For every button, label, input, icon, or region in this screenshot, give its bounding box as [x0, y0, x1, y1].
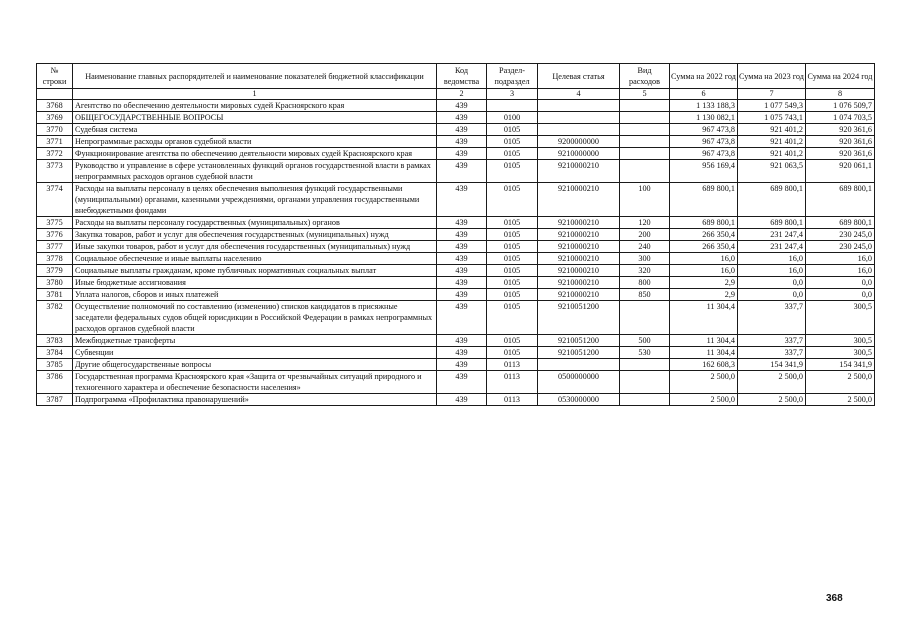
row-name: Агентство по обеспечению деятельности мировых судей Красноярского края	[73, 100, 437, 112]
sum-2022: 162 608,3	[670, 359, 738, 371]
column-number: 6	[670, 89, 738, 100]
sum-2022: 11 304,4	[670, 347, 738, 359]
row-number: 3770	[37, 124, 73, 136]
row-name: Функционирование агентства по обеспечению деятельности мировых судей Красноярского края	[73, 148, 437, 160]
sum-2022: 1 130 082,1	[670, 112, 738, 124]
header-department-code: Код ведомства	[437, 64, 487, 89]
sum-2023: 16,0	[738, 253, 806, 265]
sum-2022: 11 304,4	[670, 301, 738, 335]
sum-2023: 921 401,2	[738, 148, 806, 160]
expense-type	[620, 112, 670, 124]
expense-type	[620, 100, 670, 112]
row-name: Иные бюджетные ассигнования	[73, 277, 437, 289]
row-number: 3777	[37, 241, 73, 253]
department-code: 439	[437, 394, 487, 406]
sum-2022: 266 350,4	[670, 229, 738, 241]
target-article: 9210051200	[538, 347, 620, 359]
expense-type: 300	[620, 253, 670, 265]
column-number: 8	[806, 89, 875, 100]
sum-2022: 16,0	[670, 265, 738, 277]
target-article	[538, 124, 620, 136]
target-article: 0500000000	[538, 371, 620, 394]
row-number: 3783	[37, 335, 73, 347]
department-code: 439	[437, 301, 487, 335]
target-article: 9210000210	[538, 217, 620, 229]
sum-2023: 231 247,4	[738, 241, 806, 253]
table-row	[37, 100, 875, 112]
table-row	[37, 371, 875, 394]
expense-type	[620, 148, 670, 160]
row-name: Другие общегосударственные вопросы	[73, 359, 437, 371]
department-code: 439	[437, 371, 487, 394]
table-row	[37, 394, 875, 406]
page-number: 368	[826, 593, 843, 604]
target-article: 9210000210	[538, 229, 620, 241]
row-number: 3771	[37, 136, 73, 148]
table-row	[37, 217, 875, 229]
table-row	[37, 277, 875, 289]
sum-2024: 920 061,1	[806, 160, 875, 183]
row-name: Осуществление полномочий по составлению (изменению) списков кандидатов в присяжные заседатели федеральных судов общей юрисдикции в Российской Федерации в рамках непрограммных расходов органов судебной власти	[73, 301, 437, 335]
expense-type: 320	[620, 265, 670, 277]
column-number: 3	[487, 89, 538, 100]
table-row	[37, 229, 875, 241]
sum-2024: 2 500,0	[806, 371, 875, 394]
row-number: 3774	[37, 183, 73, 217]
department-code: 439	[437, 124, 487, 136]
section-code: 0105	[487, 217, 538, 229]
row-number: 3772	[37, 148, 73, 160]
header-sum-2023: Сумма на 2023 год	[738, 64, 806, 89]
sum-2022: 967 473,8	[670, 136, 738, 148]
header-expense-type: Вид расходов	[620, 64, 670, 89]
column-number	[37, 89, 73, 100]
sum-2024: 300,5	[806, 335, 875, 347]
department-code: 439	[437, 265, 487, 277]
row-number: 3768	[37, 100, 73, 112]
section-code: 0105	[487, 301, 538, 335]
sum-2022: 2 500,0	[670, 394, 738, 406]
section-code: 0113	[487, 394, 538, 406]
table-row	[37, 359, 875, 371]
row-number: 3782	[37, 301, 73, 335]
sum-2022: 689 800,1	[670, 217, 738, 229]
sum-2024: 300,5	[806, 347, 875, 359]
row-number: 3778	[37, 253, 73, 265]
sum-2024: 689 800,1	[806, 183, 875, 217]
row-number: 3779	[37, 265, 73, 277]
sum-2023: 0,0	[738, 277, 806, 289]
sum-2024: 0,0	[806, 289, 875, 301]
target-article: 9210000000	[538, 148, 620, 160]
section-code: 0105	[487, 124, 538, 136]
department-code: 439	[437, 112, 487, 124]
target-article	[538, 100, 620, 112]
section-code: 0105	[487, 335, 538, 347]
row-name: Социальное обеспечение и иные выплаты населению	[73, 253, 437, 265]
row-name: Расходы на выплаты персоналу в целях обеспечения выполнения функций государственными (муниципальными) органами, казенными учреждениями, органами управления государственными внебюджетными фондами	[73, 183, 437, 217]
row-number: 3784	[37, 347, 73, 359]
sum-2022: 1 133 188,3	[670, 100, 738, 112]
row-name: ОБЩЕГОСУДАРСТВЕННЫЕ ВОПРОСЫ	[73, 112, 437, 124]
sum-2023: 921 401,2	[738, 124, 806, 136]
table-row	[37, 148, 875, 160]
sum-2023: 231 247,4	[738, 229, 806, 241]
section-code: 0105	[487, 277, 538, 289]
expense-type	[620, 371, 670, 394]
header-name: Наименование главных распорядителей и наименование показателей бюджетной классификации	[73, 64, 437, 89]
row-name: Субвенции	[73, 347, 437, 359]
sum-2024: 920 361,6	[806, 148, 875, 160]
header-target-article: Целевая статья	[538, 64, 620, 89]
sum-2022: 956 169,4	[670, 160, 738, 183]
row-number: 3775	[37, 217, 73, 229]
target-article: 9210051200	[538, 335, 620, 347]
row-name: Судебная система	[73, 124, 437, 136]
table-row	[37, 265, 875, 277]
expense-type: 500	[620, 335, 670, 347]
sum-2023: 337,7	[738, 301, 806, 335]
column-number: 2	[437, 89, 487, 100]
header-row	[37, 64, 875, 89]
sum-2022: 2 500,0	[670, 371, 738, 394]
expense-type: 850	[620, 289, 670, 301]
sum-2023: 1 075 743,1	[738, 112, 806, 124]
budget-table	[36, 63, 875, 406]
sum-2023: 689 800,1	[738, 183, 806, 217]
table-row	[37, 301, 875, 335]
expense-type	[620, 394, 670, 406]
column-numbers-row	[37, 89, 875, 100]
sum-2023: 2 500,0	[738, 371, 806, 394]
target-article: 9210000210	[538, 183, 620, 217]
row-name: Непрограммные расходы органов судебной власти	[73, 136, 437, 148]
section-code: 0100	[487, 112, 538, 124]
department-code: 439	[437, 229, 487, 241]
sum-2024: 920 361,6	[806, 124, 875, 136]
expense-type: 800	[620, 277, 670, 289]
department-code: 439	[437, 347, 487, 359]
table-row	[37, 124, 875, 136]
sum-2024: 1 074 703,5	[806, 112, 875, 124]
row-number: 3780	[37, 277, 73, 289]
department-code: 439	[437, 277, 487, 289]
expense-type	[620, 136, 670, 148]
expense-type	[620, 124, 670, 136]
section-code: 0105	[487, 160, 538, 183]
row-name: Расходы на выплаты персоналу государственных (муниципальных) органов	[73, 217, 437, 229]
section-code: 0105	[487, 183, 538, 217]
row-name: Подпрограмма «Профилактика правонарушений»	[73, 394, 437, 406]
section-code: 0105	[487, 136, 538, 148]
section-code: 0105	[487, 347, 538, 359]
sum-2024: 154 341,9	[806, 359, 875, 371]
department-code: 439	[437, 160, 487, 183]
target-article	[538, 359, 620, 371]
table-row	[37, 136, 875, 148]
expense-type: 240	[620, 241, 670, 253]
sum-2024: 0,0	[806, 277, 875, 289]
section-code: 0105	[487, 253, 538, 265]
department-code: 439	[437, 253, 487, 265]
table-row	[37, 183, 875, 217]
department-code: 439	[437, 136, 487, 148]
target-article: 9210000210	[538, 160, 620, 183]
target-article: 9210000210	[538, 277, 620, 289]
department-code: 439	[437, 217, 487, 229]
sum-2024: 300,5	[806, 301, 875, 335]
table-row	[37, 335, 875, 347]
sum-2023: 921 063,5	[738, 160, 806, 183]
expense-type	[620, 359, 670, 371]
expense-type: 200	[620, 229, 670, 241]
row-number: 3781	[37, 289, 73, 301]
row-number: 3773	[37, 160, 73, 183]
section-code: 0105	[487, 265, 538, 277]
target-article	[538, 112, 620, 124]
sum-2023: 2 500,0	[738, 394, 806, 406]
sum-2024: 230 245,0	[806, 229, 875, 241]
sum-2024: 1 076 509,7	[806, 100, 875, 112]
header-row-number: № строки	[37, 64, 73, 89]
row-number: 3769	[37, 112, 73, 124]
department-code: 439	[437, 335, 487, 347]
column-number: 4	[538, 89, 620, 100]
sum-2023: 337,7	[738, 347, 806, 359]
sum-2022: 967 473,8	[670, 124, 738, 136]
table-row	[37, 160, 875, 183]
column-number: 1	[73, 89, 437, 100]
sum-2023: 921 401,2	[738, 136, 806, 148]
sum-2024: 2 500,0	[806, 394, 875, 406]
row-number: 3787	[37, 394, 73, 406]
expense-type	[620, 301, 670, 335]
department-code: 439	[437, 241, 487, 253]
section-code: 0105	[487, 229, 538, 241]
row-number: 3785	[37, 359, 73, 371]
sum-2022: 16,0	[670, 253, 738, 265]
budget-table-container	[36, 63, 875, 406]
table-row	[37, 289, 875, 301]
table-row	[37, 241, 875, 253]
row-name: Иные закупки товаров, работ и услуг для обеспечения государственных (муниципальных) нужд	[73, 241, 437, 253]
row-name: Государственная программа Красноярского края «Защита от чрезвычайных ситуаций природного и техногенного характера и обеспечение безопасности населения»	[73, 371, 437, 394]
table-row	[37, 253, 875, 265]
sum-2023: 0,0	[738, 289, 806, 301]
department-code: 439	[437, 148, 487, 160]
row-number: 3786	[37, 371, 73, 394]
department-code: 439	[437, 183, 487, 217]
column-number: 5	[620, 89, 670, 100]
target-article: 9210000210	[538, 253, 620, 265]
table-row	[37, 112, 875, 124]
row-name: Закупка товаров, работ и услуг для обеспечения государственных (муниципальных) нужд	[73, 229, 437, 241]
department-code: 439	[437, 289, 487, 301]
row-number: 3776	[37, 229, 73, 241]
section-code	[487, 100, 538, 112]
sum-2023: 16,0	[738, 265, 806, 277]
sum-2022: 2,9	[670, 277, 738, 289]
sum-2024: 920 361,6	[806, 136, 875, 148]
sum-2022: 2,9	[670, 289, 738, 301]
row-name: Межбюджетные трансферты	[73, 335, 437, 347]
sum-2024: 689 800,1	[806, 217, 875, 229]
expense-type: 100	[620, 183, 670, 217]
section-code: 0105	[487, 148, 538, 160]
table-row	[37, 347, 875, 359]
column-number: 7	[738, 89, 806, 100]
sum-2023: 1 077 549,3	[738, 100, 806, 112]
row-name: Социальные выплаты гражданам, кроме публичных нормативных социальных выплат	[73, 265, 437, 277]
target-article: 9210000210	[538, 241, 620, 253]
header-sum-2024: Сумма на 2024 год	[806, 64, 875, 89]
target-article: 0530000000	[538, 394, 620, 406]
section-code: 0105	[487, 241, 538, 253]
row-name: Руководство и управление в сфере установленных функций органов государственной власти в рамках непрограммных расходов органов судебной власти	[73, 160, 437, 183]
target-article: 9210051200	[538, 301, 620, 335]
sum-2023: 154 341,9	[738, 359, 806, 371]
header-sum-2022: Сумма на 2022 год	[670, 64, 738, 89]
expense-type: 120	[620, 217, 670, 229]
target-article: 9200000000	[538, 136, 620, 148]
row-name: Уплата налогов, сборов и иных платежей	[73, 289, 437, 301]
sum-2023: 337,7	[738, 335, 806, 347]
department-code: 439	[437, 100, 487, 112]
header-section: Раздел-подраздел	[487, 64, 538, 89]
target-article: 9210000210	[538, 265, 620, 277]
section-code: 0113	[487, 371, 538, 394]
section-code: 0105	[487, 289, 538, 301]
sum-2024: 230 245,0	[806, 241, 875, 253]
sum-2022: 266 350,4	[670, 241, 738, 253]
expense-type	[620, 160, 670, 183]
sum-2023: 689 800,1	[738, 217, 806, 229]
target-article: 9210000210	[538, 289, 620, 301]
section-code: 0113	[487, 359, 538, 371]
sum-2024: 16,0	[806, 265, 875, 277]
sum-2024: 16,0	[806, 253, 875, 265]
department-code: 439	[437, 359, 487, 371]
sum-2022: 689 800,1	[670, 183, 738, 217]
sum-2022: 967 473,8	[670, 148, 738, 160]
sum-2022: 11 304,4	[670, 335, 738, 347]
expense-type: 530	[620, 347, 670, 359]
